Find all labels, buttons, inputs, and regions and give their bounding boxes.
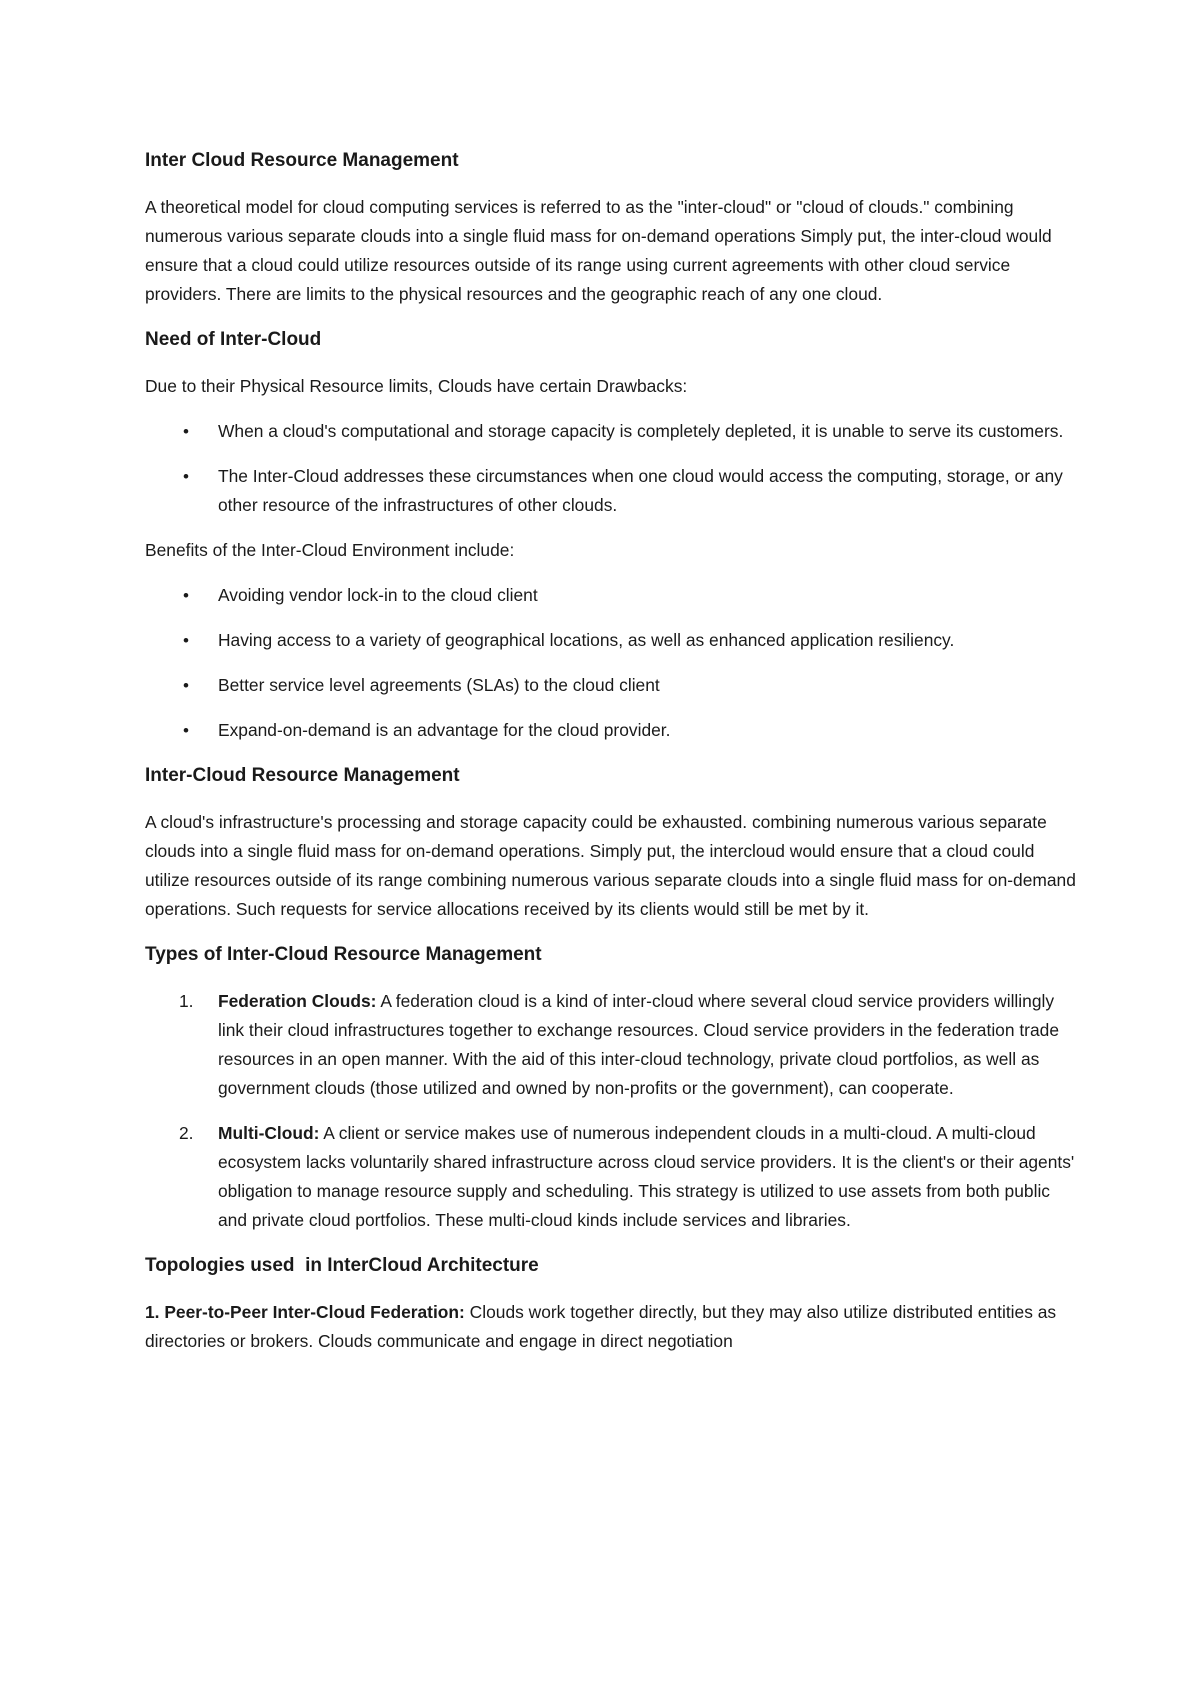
drawbacks-intro: Due to their Physical Resource limits, Clouds have certain Drawbacks: [145, 376, 688, 396]
list-number: 1. [179, 991, 194, 1011]
bullet-icon: • [183, 467, 189, 486]
drawbacks-list [145, 417, 1080, 520]
heading-inter-cloud-resource-management-2: Inter-Cloud Resource Management [145, 765, 460, 786]
list-item [145, 1119, 1080, 1235]
bullet-icon: • [183, 422, 189, 441]
intro-paragraph: A theoretical model for cloud computing services is referred to as the "inter-cloud" or "cloud of clouds." combining numerous various separate clouds into a single fluid mass for on-demand operations Simply put, the inter-cloud would ensure that a cloud could utilize resources outside of its range using current agreements with other cloud service providers. There are limits to the physical resources and the geographic reach of any one cloud. [145, 197, 1052, 304]
resource-management-paragraph: A cloud's infrastructure's processing and storage capacity could be exhausted. combining numerous various separate clouds into a single fluid mass for on-demand operations. Simply put, the intercloud would ensure that a cloud could utilize resources outside of its range combining numerous various separate clouds into a single fluid mass for on-demand operations. Such requests for service allocations received by its clients would still be met by it. [145, 812, 1076, 919]
topology-description: Clouds work together directly, but they may also utilize distributed entities as directories or brokers. Clouds communicate and engage in direct negotiation [145, 1302, 1057, 1351]
benefits-intro: Benefits of the Inter-Cloud Environment include: [145, 540, 515, 560]
list-item-text: Expand-on-demand is an advantage for the cloud provider. [218, 720, 671, 740]
list-item [145, 671, 1080, 700]
bullet-icon: • [183, 676, 189, 695]
topology-paragraph [145, 1298, 1080, 1356]
bullet-icon: • [183, 721, 189, 740]
list-item-text: The Inter-Cloud addresses these circumstances when one cloud would access the computing, storage, or any other resource of the infrastructures of other clouds. [218, 466, 1063, 515]
heading-inter-cloud-resource-management: Inter Cloud Resource Management [145, 150, 459, 171]
heading-topologies: Topologies used in InterCloud Architecture [145, 1255, 539, 1276]
heading-types: Types of Inter-Cloud Resource Management [145, 944, 542, 965]
type-term: Federation Clouds: [218, 991, 377, 1011]
list-item [145, 462, 1080, 520]
list-number: 2. [179, 1123, 194, 1143]
list-item [145, 626, 1080, 655]
type-description: A federation cloud is a kind of inter-cloud where several cloud service providers willingly link their cloud infrastructures together to exchange resources. Cloud service providers in the federation trade resources in an open manner. With the aid of this inter-cloud technology, private cloud portfolios, as well as government clouds (those utilized and owned by non-profits or the government), can cooperate. [218, 991, 1059, 1098]
list-item [145, 987, 1080, 1103]
heading-need-of-inter-cloud: Need of Inter-Cloud [145, 329, 322, 350]
bullet-icon: • [183, 586, 189, 605]
topology-term: 1. Peer-to-Peer Inter-Cloud Federation: [145, 1302, 465, 1322]
list-item-text: Better service level agreements (SLAs) to the cloud client [218, 675, 660, 695]
type-description: A client or service makes use of numerous independent clouds in a multi-cloud. A multi-cloud ecosystem lacks voluntarily shared infrastructure across cloud service providers. It is the client's or their agents' obligation to manage resource supply and scheduling. This strategy is utilized to use assets from both public and private cloud portfolios. These multi-cloud kinds include services and libraries. [218, 1123, 1075, 1230]
benefits-list [145, 581, 1080, 745]
list-item-text: Having access to a variety of geographical locations, as well as enhanced application resiliency. [218, 630, 955, 650]
list-item [145, 716, 1080, 745]
list-item-text: When a cloud's computational and storage capacity is completely depleted, it is unable to serve its customers. [218, 421, 1064, 441]
types-list [145, 987, 1080, 1235]
list-item-text: Avoiding vendor lock-in to the cloud client [218, 585, 538, 605]
bullet-icon: • [183, 631, 189, 650]
list-item [145, 581, 1080, 610]
type-term: Multi-Cloud: [218, 1123, 320, 1143]
list-item [145, 417, 1080, 446]
